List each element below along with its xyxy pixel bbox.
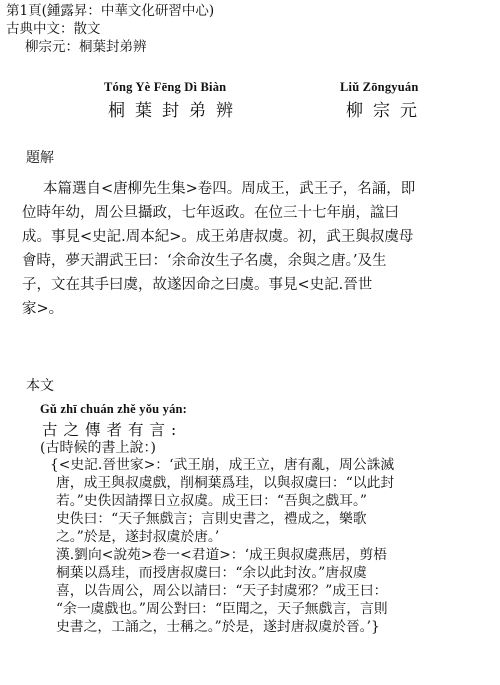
quote-line: 史書之，工誦之，士稱之。”於是，遂封唐叔虞於晉。’} (56, 619, 380, 635)
title-chinese: 桐葉封弟辨 (108, 101, 243, 121)
course-line: 古典中文：散文 (6, 21, 101, 37)
quote-line: 喜，以告周公，周公以請曰：“天子封虞邪？”成王曰： (56, 583, 388, 599)
explanation-line: 會時，夢天謂武王曰：‘余命汝生子名虞，余與之唐。’及生 (22, 253, 387, 269)
phrase-chinese: 古之傳者有言: (42, 421, 183, 439)
quote-line: 若。”史佚因請擇日立叔虞。成王曰：“吾與之戲耳。” (56, 493, 367, 509)
quote-line: 史佚曰：“天子無戲言；言則史書之，禮成之，樂歌 (56, 511, 367, 527)
author-chinese: 柳宗元 (346, 101, 427, 121)
quote-line: {<史記.晉世家>：‘武王崩，成王立，唐有亂，周公誅滅 (50, 457, 395, 473)
quote-line: 桐葉以爲珪，而授唐叔虞曰：“余以此封汝。”唐叔虞 (56, 565, 367, 581)
quote-line: “余一虞戲也。”周公對曰：“臣聞之，天子無戲言，言則 (56, 601, 388, 617)
main-text-heading: 本文 (26, 378, 54, 394)
explanation-line: 位時年幼，周公旦攝政，七年返政。在位三十七年崩，諡曰 (22, 205, 399, 221)
explanation-heading: 題解 (26, 150, 54, 166)
phrase-translation: (古時候的書上說：) (40, 440, 156, 456)
explanation-line: 成。事見<史記.周本紀>。成王弟唐叔虞。初，武王與叔虞母 (22, 229, 414, 245)
explanation-line: 家>。 (22, 301, 64, 317)
phrase-pinyin: Gǔ zhī chuán zhě yǒu yán: (40, 402, 188, 416)
explanation-line: 本篇選自<唐柳先生集>卷四。周成王，武王子，名誦，即 (43, 181, 416, 197)
title-pinyin: Tóng Yè Fēng Dì Biàn (104, 80, 227, 94)
quote-line: 之。”於是，遂封叔虞於唐。’ (56, 529, 220, 545)
quote-line: 唐，成王與叔虞戲，削桐葉爲珪，以與叔虞曰：“以此封 (56, 475, 395, 491)
page-header-line: 第1頁(鍾露昇：中華文化研習中心) (6, 3, 215, 19)
lesson-line: 柳宗元：桐葉封弟辨 (25, 39, 147, 55)
author-pinyin: Liǔ Zōngyuán (340, 80, 419, 94)
explanation-line: 子，文在其手曰虞，故遂因命之曰虞。事見<史記.晉世 (22, 277, 373, 293)
quote-line: 漢.劉向<說苑>卷一<君道>：‘成王與叔虞燕居，剪梧 (56, 547, 387, 563)
